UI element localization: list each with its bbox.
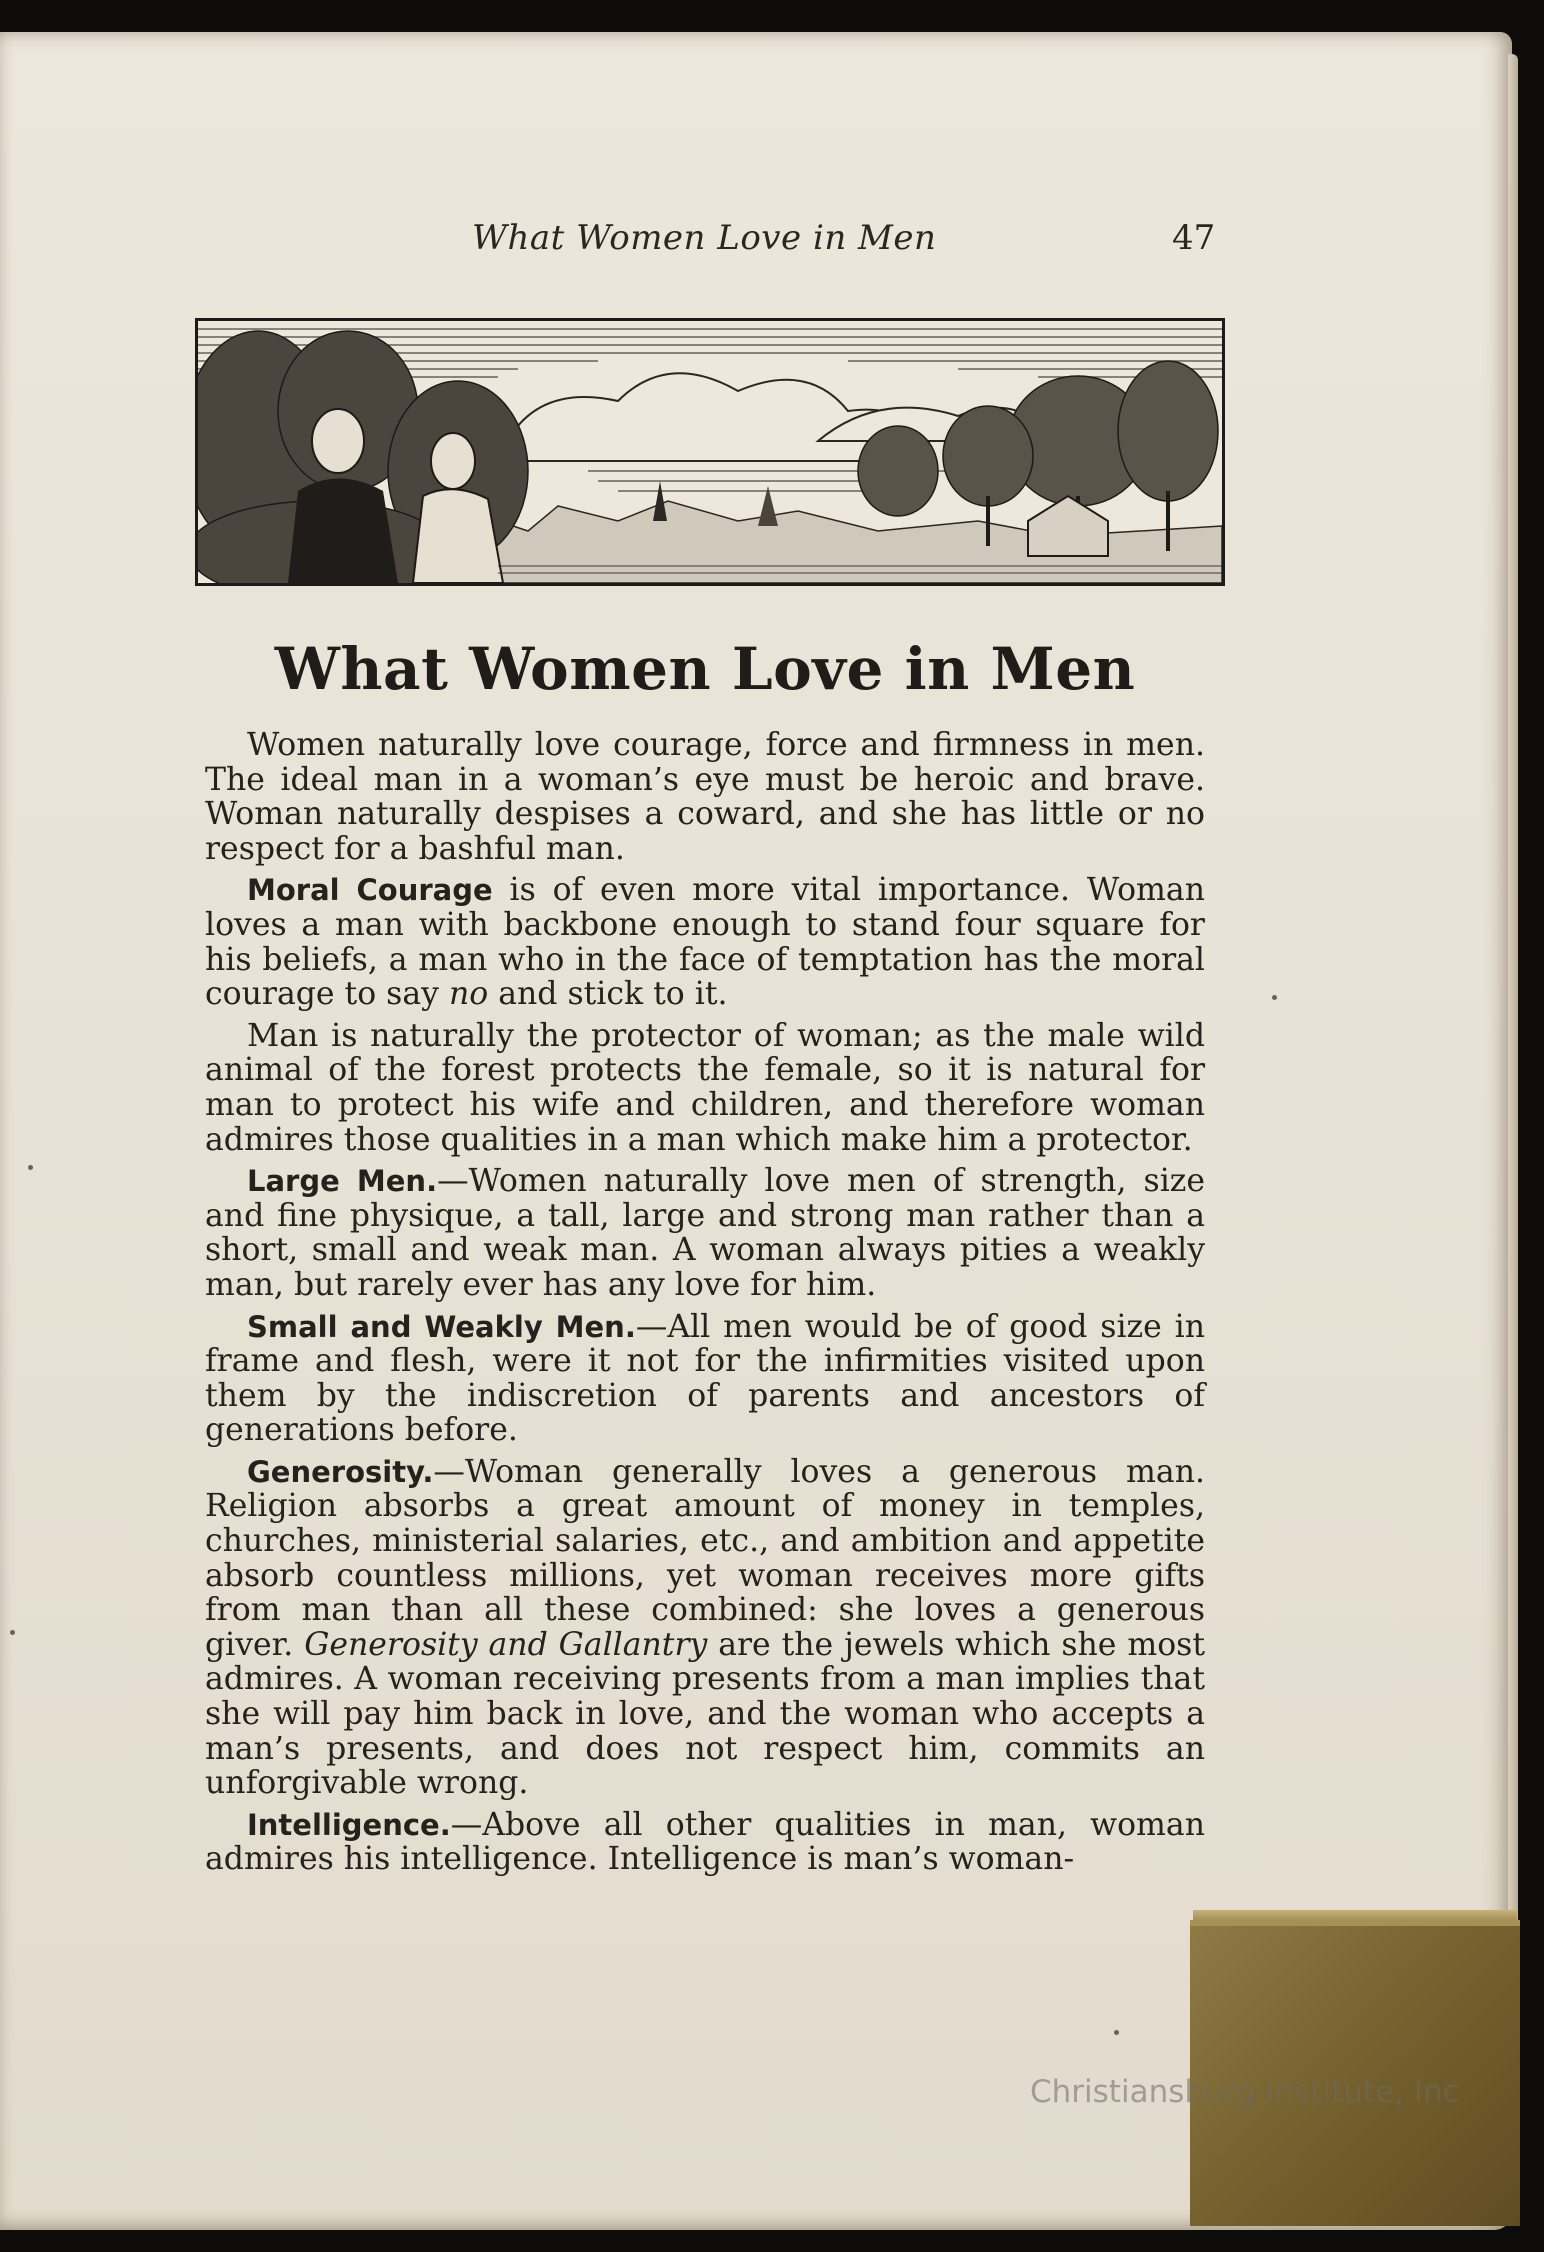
article-body (205, 728, 1205, 1884)
page-number: 47 (1172, 218, 1216, 258)
page-edge (1508, 54, 1518, 2224)
paragraph (205, 1164, 1205, 1302)
paragraph-text: —All men would be of good size in frame and flesh, were it not for the infirmities visited upon them by the indiscretion of parents and ancestors of generations before. (205, 1308, 1205, 1449)
section-heading: Large Men. (247, 1164, 438, 1199)
banner-illustration (195, 318, 1225, 586)
paragraph (205, 1310, 1205, 1448)
section-heading: Intelligence. (247, 1807, 451, 1842)
paragraph (205, 1019, 1205, 1157)
paper-speck (1272, 995, 1277, 1000)
section-heading: Moral Courage (247, 873, 493, 908)
paper-speck (28, 1165, 33, 1170)
section-heading: Small and Weakly Men. (247, 1309, 636, 1344)
couple-in-landscape-illustration-icon (198, 321, 1222, 583)
paper-speck (1114, 2030, 1119, 2035)
running-title: What Women Love in Men (472, 218, 937, 258)
book-stand (1190, 1920, 1520, 2226)
emphasis-text: no (448, 976, 489, 1013)
paragraph-text: —Women naturally love men of strength, size and fine physique, a tall, large and strong man rather than a short, small and weak man. A woman always pities a weakly man, but rarely ever has any love for him. (205, 1163, 1206, 1303)
emphasis-text: Generosity and Gallantry (304, 1626, 708, 1663)
watermark: Christiansburg Institute, Inc (1030, 2074, 1460, 2110)
paragraph-text: are the jewels which she most admires. A woman receiving presents from a man implies that she will pay him back in love, and the woman who accepts a man’s presents, and does not respect him, commits an unforgivable wrong. (205, 1626, 1205, 1802)
paragraph (205, 728, 1205, 866)
section-heading: Generosity. (247, 1454, 434, 1489)
paragraph-text: is of even more vital importance. Woman loves a man with backbone enough to stand four square for his beliefs, a man who in the face of temptation has the moral courage to say (205, 872, 1205, 1013)
paragraph-text: —Woman generally loves a generous man. Religion absorbs a great amount of money in temples, churches, ministerial salaries, etc., and ambition and appetite absorb countless millions, yet woman receives more gifts from man than all these combined: she loves a generous giver. (205, 1453, 1205, 1663)
paragraph-text: Man is naturally the protector of woman; as the male wild animal of the forest protects the female, so it is natural for man to protect his wife and children, and therefore woman admires those qualities in a man which make him a protector. (205, 1017, 1205, 1158)
paper-speck (10, 1630, 15, 1635)
paragraph (205, 1808, 1205, 1877)
paragraph (205, 873, 1205, 1011)
paragraph-text: —Above all other qualities in man, woman admires his intelligence. Intelligence is man’s woman- (205, 1806, 1205, 1878)
paragraph-text: Women naturally love courage, force and firmness in men. The ideal man in a woman’s eye must be heroic and brave. Woman naturally despises a coward, and she has little or no respect for a bashful man. (205, 727, 1205, 867)
paragraph-text: and stick to it. (488, 976, 728, 1013)
article-title: What Women Love in Men (274, 635, 1136, 703)
paragraph (205, 1455, 1205, 1801)
